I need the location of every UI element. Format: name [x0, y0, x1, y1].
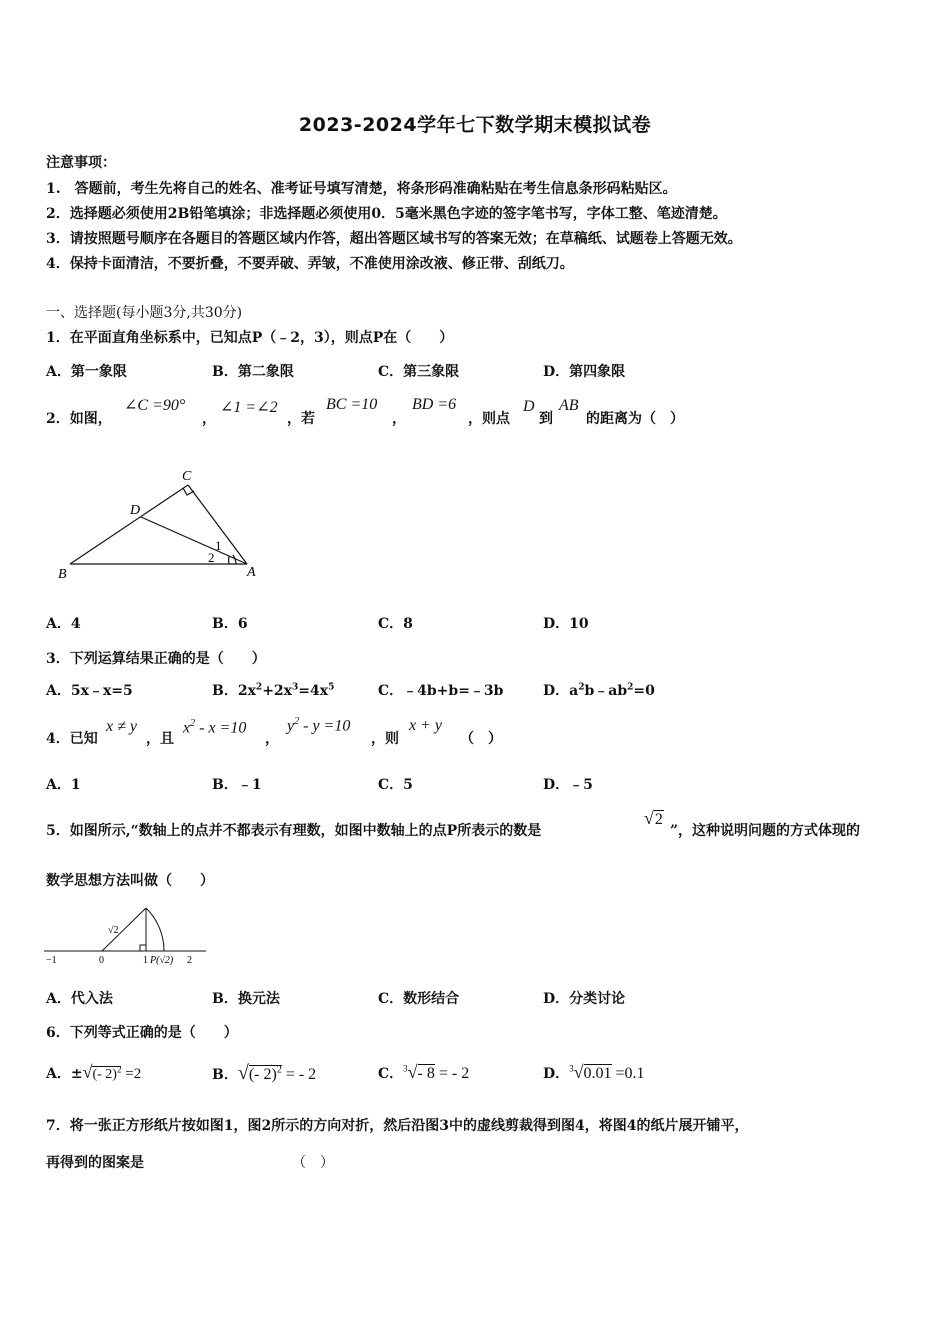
angle-arc-1 [233, 555, 236, 564]
label-b: B [58, 567, 67, 582]
q5-sqrt2: √2 [644, 808, 663, 828]
q5-option-a: A．代入法 [46, 991, 113, 1007]
q5-option-c: C．数形结合 [378, 991, 460, 1007]
hypotenuse-label: √2 [108, 925, 119, 936]
q2-sep1: ， [202, 411, 216, 427]
q3-option-b: B．$2x^2+2x^3=4x^5$ [212, 682, 335, 699]
label-angle-1: 1 [215, 538, 222, 553]
label-d: D [130, 503, 141, 518]
page-title: 2023-2024学年七下数学期末模拟试卷 [298, 114, 652, 136]
label-angle-2: 2 [208, 550, 215, 565]
q4-sep2: ， [265, 731, 279, 747]
point-p-label: P(√2) [150, 955, 174, 966]
segment-da [141, 517, 247, 564]
q5-line2: 数学思想方法叫做（ ） [46, 873, 214, 889]
q4-cond1: x ≠ y [106, 718, 137, 735]
segment-bc [70, 485, 188, 564]
q1-stem: 1．在平面直角坐标系中，已知点P（﹣2，3），则点P在（ ） [46, 330, 454, 346]
q2-angle-eq: ∠1 =∠2 [220, 399, 278, 416]
q1-option-d: D．第四象限 [543, 364, 626, 380]
q2-option-a: A．4 [46, 616, 81, 632]
q3-option-a: A．5x﹣x=5 [46, 683, 133, 699]
q4-cond3: $y^2 - y =10$ [287, 716, 351, 735]
q2-angle-c: ∠C =90° [124, 397, 186, 414]
q2-d: D [523, 398, 535, 415]
label-c: C [182, 469, 192, 484]
q6-option-c: C．$^3$√- 8 = - 2 [378, 1062, 470, 1082]
q2-sep3: ， [392, 411, 406, 427]
q3-option-c: C．﹣4b+b=﹣3b [378, 683, 504, 699]
q2-triangle-figure [55, 462, 270, 587]
q4-option-b: B．﹣1 [212, 777, 262, 793]
q1-option-b: B．第二象限 [212, 364, 294, 380]
q4-prefix: 4．已知 [46, 731, 98, 747]
q6-stem: 6．下列等式正确的是（ ） [46, 1025, 238, 1041]
tick-label-minus1: −1 [46, 955, 57, 966]
q7-line2: 再得到的图案是 [46, 1155, 144, 1171]
q1-option-a: A．第一象限 [46, 364, 127, 380]
q2-bd: BD =6 [412, 396, 457, 413]
q6-option-d: D．$^3$√0.01 =0.1 [543, 1062, 645, 1082]
notice-heading: 注意事项： [46, 155, 116, 171]
q5-line1-post: ”，这种说明问题的方式体现的 [670, 823, 861, 839]
q5-option-b: B．换元法 [212, 991, 280, 1007]
q7-paren: （ ） [292, 1155, 334, 1171]
q2-option-b: B．6 [212, 616, 248, 632]
right-angle-mark [183, 488, 194, 495]
label-a: A [247, 565, 256, 580]
q4-target: x + y [409, 717, 442, 734]
q2-sep4: ，则点 [468, 411, 510, 427]
q4-sep3: ，则 [371, 731, 399, 747]
q2-sep5: 到 [539, 411, 553, 427]
notice-item-3: 3．请按照题号顺序在各题目的答题区域内作答，超出答题区域书写的答案无效；在草稿纸、试题卷上答题无效。 [46, 231, 742, 247]
q5-number-line-figure [44, 900, 209, 970]
q4-option-d: D．﹣5 [543, 777, 593, 793]
q2-prefix: 2．如图， [46, 411, 112, 427]
tick-label-2: 2 [187, 955, 192, 966]
q1-option-c: C．第三象限 [378, 364, 460, 380]
q6-option-a: A．±√(- 2)$^2$ =2 [46, 1062, 142, 1082]
q4-option-a: A．1 [46, 777, 81, 793]
q4-suffix: （ ） [460, 731, 502, 747]
q2-ab: AB [559, 397, 579, 414]
right-angle-mark [140, 945, 146, 951]
notice-item-4: 4．保持卡面清洁，不要折叠，不要弄破、弄皱，不准使用涂改液、修正带、刮纸刀。 [46, 256, 574, 272]
notice-item-1: 1. 答题前，考生先将自己的姓名、准考证号填写清楚，将条形码准确粘贴在考生信息条形码粘贴区。 [46, 181, 677, 197]
q3-stem: 3．下列运算结果正确的是（ ） [46, 651, 266, 667]
q5-line1-pre: 5．如图所示,“数轴上的点并不都表示有理数，如图中数轴上的点P所表示的数是 [46, 823, 542, 839]
q7-line1: 7．将一张正方形纸片按如图1，图2所示的方向对折，然后沿图3中的虚线剪裁得到图4，将图4的纸片展开铺平， [46, 1118, 749, 1134]
q5-option-d: D．分类讨论 [543, 991, 626, 1007]
section-heading: 一、选择题(每小题3分,共30分) [46, 305, 243, 321]
tick-label-0: 0 [99, 955, 104, 966]
q2-sep2: ，若 [287, 411, 315, 427]
q2-option-d: D．10 [543, 616, 589, 632]
q4-sep1: ，且 [146, 731, 174, 747]
q2-bc: BC =10 [326, 396, 378, 413]
q2-suffix: 的距离为（ ） [586, 411, 684, 427]
tick-label-1: 1 [143, 955, 148, 966]
q2-option-c: C．8 [378, 616, 413, 632]
q4-cond2: $x^2 - x =10$ [183, 718, 247, 737]
q4-option-c: C．5 [378, 777, 413, 793]
q6-option-b: B．√(- 2)$^2$ = - 2 [212, 1062, 317, 1084]
notice-item-2: 2．选择题必须使用2B铅笔填涂；非选择题必须使用0．5毫米黑色字迹的签字笔书写，字体工整、笔迹清楚。 [46, 206, 727, 222]
q3-option-d: D．$a^2b﹣ab^2=0$ [543, 682, 655, 699]
compass-arc [146, 908, 164, 951]
